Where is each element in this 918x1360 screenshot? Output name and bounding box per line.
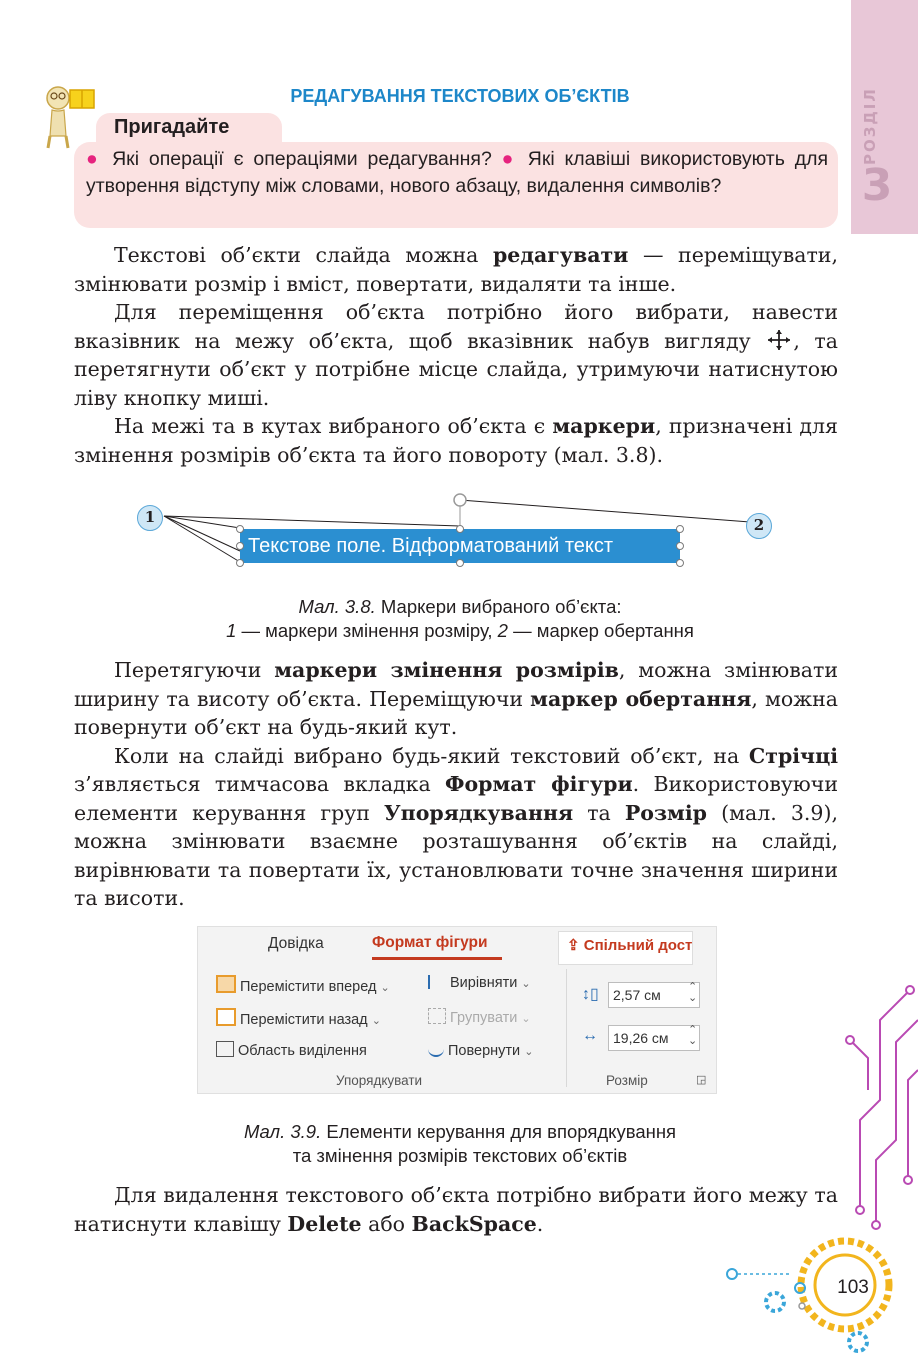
text: Коли на слайді вибрано будь-який текстовий об’єкт, на [114,743,749,768]
text: 1 [226,620,237,641]
recall-question-1: Які операції є операціями редагування? [112,148,492,170]
bold-term: Стрічці [748,743,838,768]
group-button[interactable] [428,1008,531,1026]
resize-handle [456,559,464,567]
bold-term: Delete [287,1211,362,1236]
text: Маркери вибраного об’єкта: [375,596,622,617]
selection-pane-button[interactable] [216,1041,367,1059]
send-backward-button[interactable] [216,1008,381,1028]
recall-text [86,146,828,200]
width-stepper[interactable]: ⌃ ⌄ [688,1024,698,1047]
text: (мал. 3.9), можна змінювати взаємне розташування об’єктів на слайді, вирівнювати та повертати їх, установлювати точне значення ширини та висоти. [74,800,838,910]
paragraph-3 [74,412,838,469]
text: . Використовуючи елементи керування груп [74,772,838,825]
caption-line-2 [120,619,800,643]
chapter-side-tab [851,0,918,234]
active-tab-underline [372,957,502,960]
text: , та перетягнути об’єкт у потрібне місце слайда, утримуючи натиснутою ліву кнопку миші. [74,328,838,410]
height-stepper[interactable]: ⌃ ⌄ [688,981,698,1004]
button-label: Область виділення [238,1043,367,1059]
width-field[interactable]: 19,26 см [608,1025,700,1051]
paragraph-1 [74,241,838,298]
caption-line-2: та змінення розмірів текстових об’єктів [292,1145,628,1166]
button-label: Повернути [448,1043,521,1059]
text: Перетягуючи [114,658,275,682]
group-label-arrange: Упорядкувати [336,1073,423,1088]
text: з’являється тимчасова вкладка [74,772,445,796]
rotate-icon [428,1041,444,1057]
align-icon [428,975,446,989]
width-icon: ↔ [582,1027,598,1044]
paragraph-group-2 [74,656,838,913]
align-button[interactable] [428,975,531,991]
reading-mascot-icon [38,82,98,150]
paragraph-group-1 [74,241,838,469]
text: або [361,1211,412,1236]
chevron-down-icon: ⌄ [371,1015,381,1027]
group-icon [428,1008,446,1024]
text: — маркери змінення розміру, [236,620,498,641]
figure-3-8-caption [120,595,800,643]
text: — переміщувати, змінювати розмір і вміст, повертати, видаляти та інше. [74,243,838,296]
button-label: Групувати [450,1010,518,1026]
share-icon: ⇪ [567,937,584,954]
bold-term: Формат фігури [445,772,633,796]
paragraph-5 [74,742,838,913]
text: — маркер обертання [507,620,694,641]
marker-label-1: 1 [137,505,163,531]
resize-handle [676,525,684,533]
text: На межі та в кутах вибраного об’єкта є [114,414,553,438]
text: Текстові об’єкти слайда можна [114,243,493,267]
circuit-decoration-icon [840,980,918,1230]
resize-handle [236,525,244,533]
chevron-down-icon: ⌄ [524,1046,534,1058]
button-label: Вирівняти [450,975,518,991]
height-icon: ↕▯ [582,986,599,1003]
bold-term: маркери [552,414,656,438]
resize-handle [236,542,244,550]
bold-term: маркери змінення розмірів [274,658,619,682]
tab-help[interactable]: Довідка [268,935,324,952]
paragraph-4 [74,656,838,742]
recall-question-2: Які клавіші використовують для утворення відступу між словами, нового абзацу, видалення символів? [86,148,829,197]
bold-term: Розмір [624,800,707,825]
chevron-down-icon: ⌄ [521,978,531,990]
resize-handle [236,559,244,567]
marker-label-2: 2 [746,513,772,539]
move-cross-icon [765,329,793,351]
rotate-button[interactable] [428,1041,533,1059]
text: . [536,1211,544,1236]
section-title: РЕДАГУВАННЯ ТЕКСТОВИХ ОБ’ЄКТІВ [290,86,630,106]
bold-term: Упорядкування [384,800,574,825]
bullet-icon: ● [86,148,103,170]
chevron-down-icon: ⌄ [521,1013,531,1025]
dialog-launcher-icon[interactable]: ◲ [696,1074,707,1086]
caption-line-1 [120,1120,800,1144]
bring-forward-icon [216,975,236,993]
resize-handle [456,525,464,533]
text: Елементи керування для впорядкування [321,1121,677,1142]
resize-handle [676,542,684,550]
bold-term: BackSpace [411,1211,537,1236]
share-label: Спільний дост [583,937,693,954]
text: Для видалення текстового об’єкта потрібно вибрати його межу та натиснути клавішу [74,1183,838,1236]
height-field[interactable]: 2,57 см [608,982,700,1008]
recall-label: Пригадайте [114,116,230,138]
text: , можна змінювати ширину та висоту об’єкта. Переміщуючи [74,658,839,711]
ribbon-screenshot [197,926,717,1094]
text: , можна повернути об’єкт на будь-який кут. [74,686,838,739]
gear-decoration-icon [710,1230,918,1360]
chevron-down-icon: ⌄ [380,982,390,994]
button-label: Перемістити вперед [240,979,377,995]
bold-term: редагувати [492,243,629,267]
text: Для переміщення об’єкта потрібно його вибрати, навести вказівник на межу об’єкта, щоб вказівник набув вигляду [74,300,838,353]
group-label-size: Розмір [606,1073,648,1088]
selection-pane-icon [216,1041,234,1057]
text: 2 [497,620,508,641]
caption-line-1 [120,595,800,619]
chapter-word: РОЗДІЛ [861,87,879,165]
caption-number: Мал. 3.9. [243,1121,322,1142]
bullet-icon: ● [501,148,518,170]
tab-shape-format[interactable]: Формат фігури [372,934,488,951]
figure-3-9-caption [120,1120,800,1168]
text: та [573,800,625,825]
paragraph-2 [74,298,838,412]
share-button[interactable] [558,931,693,965]
group-divider [566,969,567,1087]
page-number: 103 [837,1277,869,1298]
caption-number: Мал. 3.8. [298,596,376,617]
sample-text-box: Текстове поле. Відформатований текст [240,529,680,563]
bring-forward-button[interactable] [216,975,390,995]
text: , призначені для змінення розмірів об’єкта та його повороту (мал. 3.8). [74,414,838,467]
resize-handle [676,559,684,567]
chapter-number: 3 [861,160,893,211]
bold-term: маркер обертання [530,686,752,711]
send-backward-icon [216,1008,236,1026]
button-label: Перемістити назад [240,1012,368,1028]
